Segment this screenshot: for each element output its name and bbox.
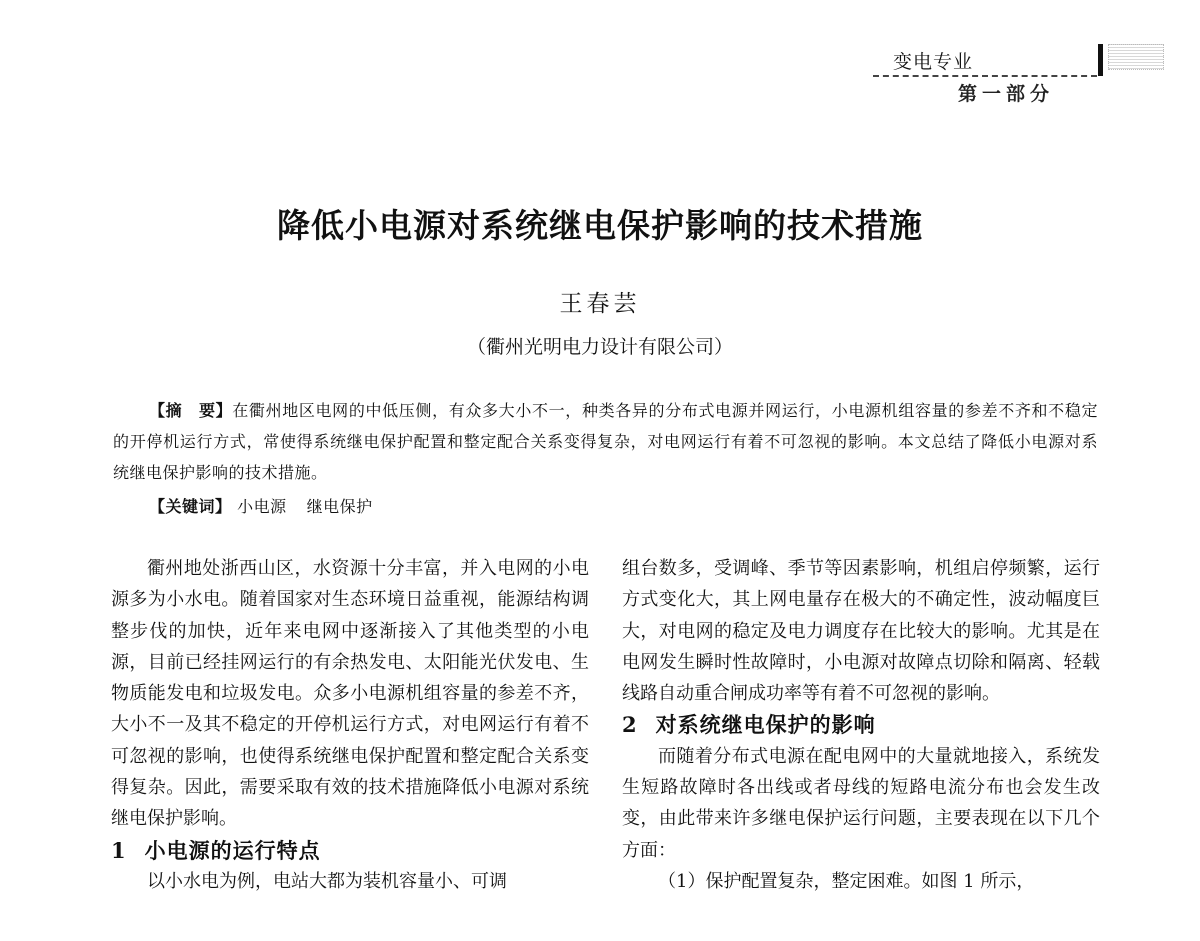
part-label: 第一部分: [958, 83, 1055, 105]
header-pattern-box: [1108, 44, 1164, 70]
section-heading: [622, 709, 1100, 740]
keywords: [149, 494, 393, 517]
section-label: 变电专业: [893, 51, 974, 73]
paragraph: 以小水电为例，电站大都为装机容量小、可调: [147, 870, 507, 892]
section-title: 对系统继电保护的影响: [655, 712, 876, 738]
paper-author: 王春芸: [559, 291, 641, 317]
paragraph: 组台数多，受调峰、季节等因素影响，机组启停频繁，运行方式变化大，其上网电量存在极大的不确定性，波动幅度巨大，对电网的稳定及电力调度存在比较大的影响。尤其是在电网发生瞬时性故障时，小电源对故障点切除和隔离、轻载线路自动重合闸成功率等有着不可忽视的影响。: [622, 558, 1100, 705]
section-number: 2: [622, 712, 638, 738]
section-heading: [111, 835, 589, 866]
keyword-item: 继电保护: [306, 497, 373, 516]
paragraph: （1）保护配置复杂，整定困难。如图 1 所示，: [658, 870, 1035, 892]
header-bar: [1098, 44, 1103, 76]
paragraph: 而随着分布式电源在配电网中的大量就地接入，系统发生短路故障时各出线或者母线的短路电流分布也会发生改变，由此带来许多继电保护运行问题，主要表现在以下几个方面：: [622, 745, 1100, 861]
keyword-item: 小电源: [237, 497, 287, 516]
keywords-label: 【关键词】: [149, 497, 232, 516]
section-title: 小电源的运行特点: [144, 837, 321, 863]
abstract: [113, 395, 1098, 488]
paper-affiliation: （衢州光明电力设计有限公司）: [466, 336, 733, 358]
header-divider: [873, 75, 1097, 77]
paragraph: 衢州地处浙西山区，水资源十分丰富，并入电网的小电源多为小水电。随着国家对生态环境日益重视，能源结构调整步伐的加快，近年来电网中逐渐接入了其他类型的小电源，目前已经挂网运行的有余热发电、太阳能光伏发电、生物质能发电和垃圾发电。众多小电源机组容量的参差不齐，大小不一及其不稳定的开停机运行方式，对电网运行有着不可忽视的影响，也使得系统继电保护配置和整定配合关系变得复杂。因此，需要采取有效的技术措施降低小电源对系统继电保护影响。: [111, 558, 589, 830]
abstract-label: 【摘 要】: [149, 401, 233, 420]
section-number: 1: [111, 837, 127, 863]
abstract-text: 在衢州地区电网的中低压侧，有众多大小不一，种类各异的分布式电源并网运行，小电源机组容量的参差不齐和不稳定的开停机运行方式，常使得系统继电保护配置和整定配合关系变得复杂，对电网运行有着不可忽视的影响。本文总结了降低小电源对系统继电保护影响的技术措施。: [113, 401, 1098, 482]
paper-title: 降低小电源对系统继电保护影响的技术措施: [277, 206, 923, 245]
body-column-left: [111, 553, 589, 897]
body-column-right: [622, 553, 1100, 897]
